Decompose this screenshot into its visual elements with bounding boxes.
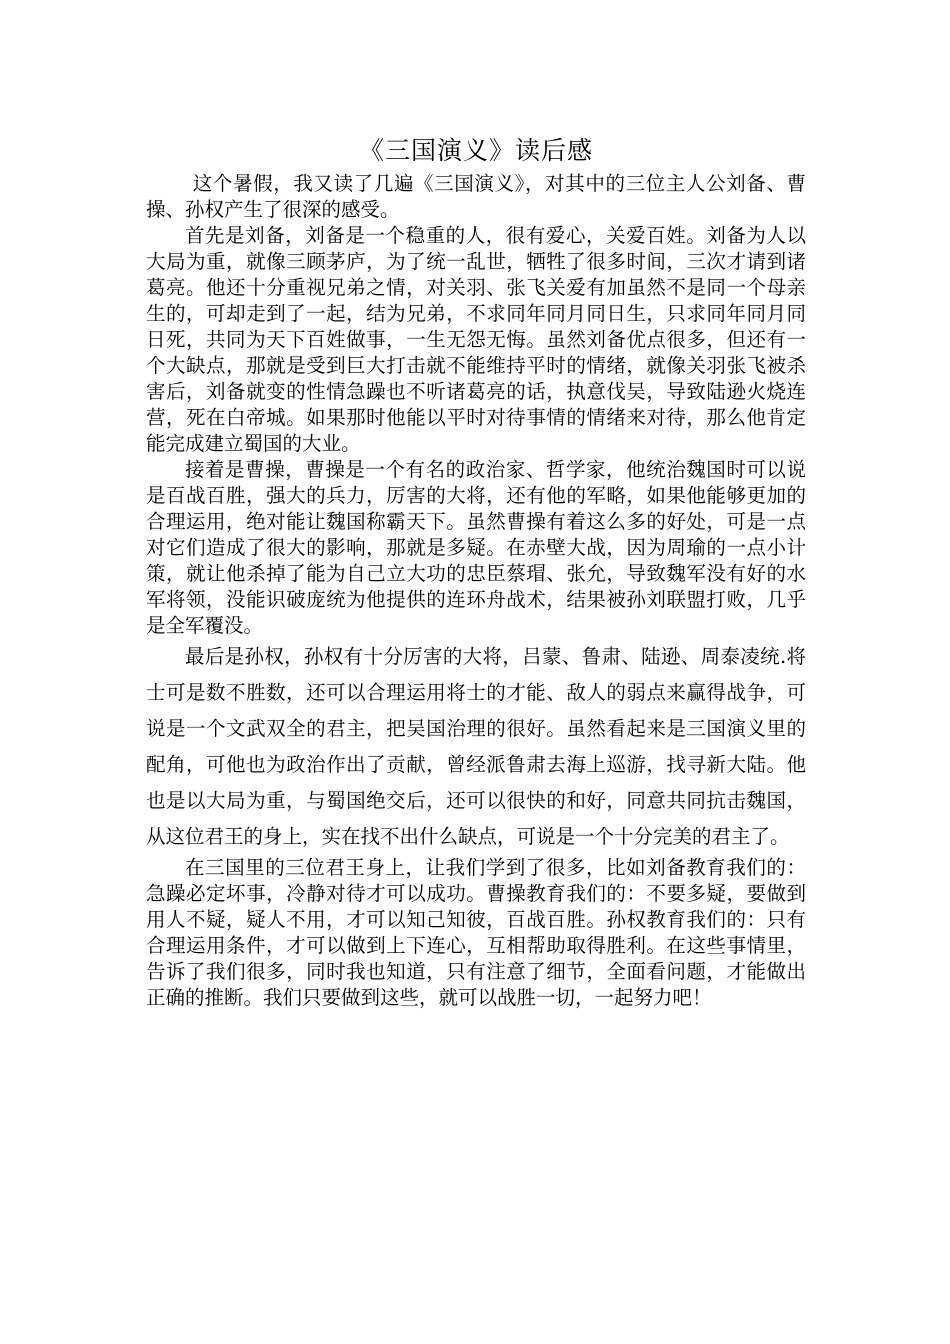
document-page <box>146 135 806 1011</box>
paragraph-intro: 这个暑假，我又读了几遍《三国演义》，对其中的三位主人公刘备、曹操、孙权产生了很深的感受。 <box>146 172 806 221</box>
paragraph-liu-bei: 首先是刘备，刘备是一个稳重的人，很有爱心，关爱百姓。刘备为人以大局为重，就像三顾茅庐，为了统一乱世，牺牲了很多时间，三次才请到诸葛亮。他还十分重视兄弟之情，对关羽、张飞关爱有加虽然不是同一个母亲生的，可却走到了一起，结为兄弟，不求同年同月同日生，只求同年同月同日死，共同为天下百姓做事，一生无怨无悔。虽然刘备优点很多，但还有一个大缺点，那就是受到巨大打击就不能维持平时的情绪，就像关羽张飞被杀害后，刘备就变的性情急躁也不听诸葛亮的话，执意伐吴，导致陆逊火烧连营，死在白帝城。如果那时他能以平时对待事情的情绪来对待，那么他肯定能完成建立蜀国的大业。 <box>146 224 806 455</box>
paragraph-cao-cao: 接着是曹操，曹操是一个有名的政治家、哲学家，他统治魏国时可以说是百战百胜，强大的兵力，厉害的大将，还有他的军略，如果他能够更加的合理运用，绝对能让魏国称霸天下。虽然曹操有着这么多的好处，可是一点对它们造成了很大的影响，那就是多疑。在赤壁大战，因为周瑜的一点小计策，就让他杀掉了能为自己立大功的忠臣蔡瑁、张允，导致魏军没有好的水军将领，没能识破庞统为他提供的连环舟战术，结果被孙刘联盟打败，几乎是全军覆没。 <box>146 458 806 637</box>
paragraph-sun-quan: 最后是孙权，孙权有十分厉害的大将，吕蒙、鲁肃、陆逊、周泰凌统.将士可是数不胜数，还可以合理运用将士的才能、敌人的弱点来赢得战争，可说是一个文武双全的君主，把吴国治理的很好。虽然看起来是三国演义里的配角，可他也为政治作出了贡献，曾经派鲁肃去海上巡游，找寻新大陆。他也是以大局为重，与蜀国绝交后，还可以很快的和好，同意共同抗击魏国，从这位君王的身上，实在找不出什么缺点，可说是一个十分完美的君主了。 <box>146 645 806 848</box>
paragraph-conclusion: 在三国里的三位君王身上，让我们学到了很多，比如刘备教育我们的：急躁必定坏事，冷静对待才可以成功。曹操教育我们的：不要多疑，要做到用人不疑，疑人不用，才可以知己知彼，百战百胜。孙权教育我们的：只有合理运用条件，才可以做到上下连心，互相帮助取得胜利。在这些事情里，告诉了我们很多，同时我也知道，只有注意了细节，全面看问题，才能做出正确的推断。我们只要做到这些，就可以战胜一切，一起努力吧！ <box>146 856 806 1009</box>
document-title: 《三国演义》读后感 <box>358 136 593 165</box>
